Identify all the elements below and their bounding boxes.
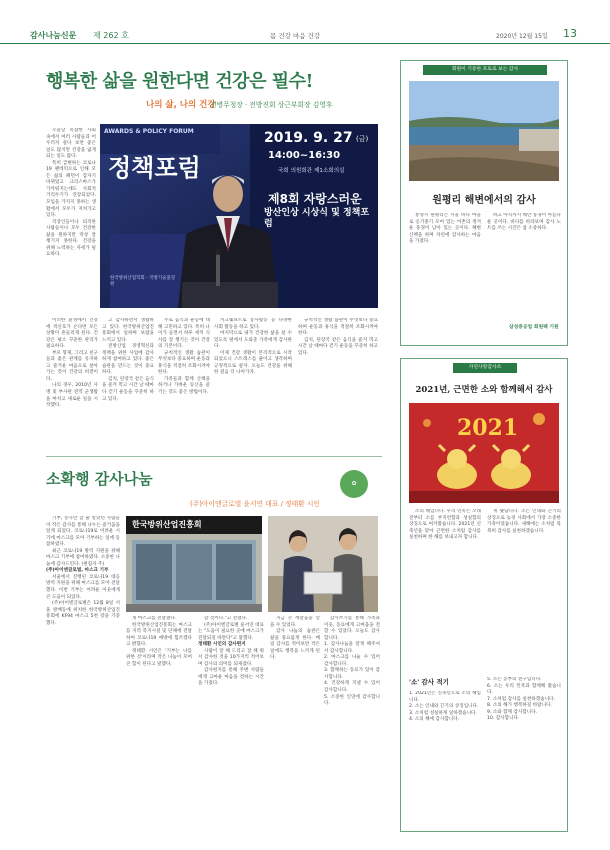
- article1-subtitle: 나의 삶, 나의 건강: [146, 100, 216, 110]
- paragraph: 가족들과 함께 산책을 하거나 가벼운 등산을 즐기는 것도 좋은 방법이다.: [158, 376, 210, 396]
- paragraph: 고 감사하면서 생활하고 있다. 한국방위산업진흥회에서 일하며 보람을 느끼고 있다.: [102, 318, 154, 343]
- paper-name: 감사나눔신문: [30, 31, 77, 40]
- sidebar-photo-box: [400, 60, 568, 346]
- article2-title: 소확행 감사나눔: [46, 470, 153, 488]
- list-item: 5. 소는 농부의 친구입니다.: [487, 677, 542, 682]
- list-item: 3. 함께하는 동료가 있어 감사합니다.: [324, 668, 380, 680]
- paragraph: (주)아이엔글로벌은 12월 8일 서울 방배동에 위치한 한국방위산업진흥회에 KF94 마스크 5천 장을 기증했다.: [46, 601, 120, 626]
- paragraph: 최근 코로나19 방역 지원을 위해 마스크 기부에 참여하였다. 소중한 나눔에 감사드린다. (편집자 주): [46, 548, 120, 567]
- article1-title: 행복한 삶을 원한다면 건강은 필수!: [46, 71, 313, 92]
- list-item: 4. 건강하게 지낼 수 있어 감사합니다.: [324, 681, 380, 694]
- paragraph: 김치, 된장국 같은 음식을 즐겨 먹고 시간 날 때마다 걷기 운동을 꾸준히 하고 있다.: [298, 337, 378, 356]
- sidebar2-col1: [409, 509, 481, 659]
- sidebar2-list-title: '소' 감사 적기: [409, 678, 449, 686]
- paragraph: 서울에서 진행된 코로나19 대응 방역 지원을 위해 마스크를 모아 전달했다. 이번 기부는 어려운 이웃에게 큰 도움이 되었다.: [46, 574, 120, 600]
- list-item: 9. 소와 함께 감사합니다.: [487, 709, 538, 715]
- banner-date: 2019. 9. 27: [264, 130, 353, 146]
- sidebar1-title: 원평리 해변에서의 감사: [432, 195, 536, 206]
- list-item: 10. 감사합니다.: [487, 716, 520, 722]
- paragraph: 감사편지를 통해 주변 사람들에게 고마운 마음을 전하는 시간을 가졌다.: [198, 668, 264, 687]
- paragraph: 커크웨프트로 봉사활동 등 다양한 사회 활동을 하고 있다.: [214, 318, 292, 330]
- paragraph: 마지막으로 내가 건강한 삶을 살 수 있도록 옆에서 도와준 가족에게 감사한다.: [214, 331, 292, 350]
- sidebar1-col2: [487, 213, 561, 321]
- paragraph: 규칙적인 생활 습관이 무엇보다 중요하며 운동과 휴식을 적절히 조화시켜야 한다.: [298, 318, 378, 337]
- banner-sub1: 제8회 자랑스러운: [268, 192, 362, 206]
- sidebar2-col2: [487, 509, 561, 659]
- paragraph: 소의 해입니다. 우리 민족은 오래전부터 소를 부지런함과 성실함의 상징으로 여겨왔습니다. 2021년 신축년을 맞아 근면한 소처럼 감사를 실천하며 한 해를 보내고자 합니다.: [409, 509, 481, 541]
- header-date: 2020년 12월 15일: [496, 33, 548, 40]
- paragraph: 기부, 봉사만 할 줄 알았던 사람들이 작은 감사를 통해 나누는 즐거움을 알게 되었다. 코로나19로 어려운 시기에 마스크를 모아 기부하는 일에 동참하였다.: [46, 516, 120, 548]
- article1-byline: 전병무청장 · 전방진회 상근부회장 김영후: [210, 101, 333, 109]
- paragraph: 특히 급변하는 코로나19 팬데믹으로 인해 모든 삶의 패턴이 갑자기 바뀌었고 크리스마스가 가까워지는데도 사회적 거리두기가 연장되었다. 모임을 가지지 못하는 생활에서 모두가 지쳐가고 있다.: [46, 160, 96, 219]
- list-item: 5. 소중한 인연에 감사합니다.: [324, 694, 380, 707]
- subhead: (주)아이엔글로벌, 마스크 기부: [46, 568, 109, 574]
- paragraph: 게 마스크를 전달했다.: [132, 616, 177, 621]
- paragraph: 사람이 잘 해 드리고 잘 해 줘서 감사한 것을 10가지씩 적어보며 감사의 의미를 되새겼다.: [198, 648, 264, 667]
- paragraph: 한국방위산업진흥회는 마스크를 지역 복지시설 및 단체에 전달하여 코로나19 예방에 힘쓰겠다고 밝혔다.: [126, 622, 192, 648]
- storefront-photo: [126, 516, 262, 612]
- paragraph: 이러한 환경에서 건강에 적신호가 온다면 모든 상황이 흔들리게 된다. 건강은 평소 꾸준한 관리가 필요하다.: [46, 318, 98, 350]
- paragraph: 정태환 시인은 '기부는 나를 위한 것'이라며 작은 나눔이 모여 큰 힘이 된다고 말했다.: [126, 648, 192, 667]
- header-slogan: 몸 건강 마음 건강: [270, 32, 321, 40]
- gratitude-logo-icon: ✿: [340, 470, 368, 498]
- forum-photo: [100, 124, 378, 308]
- paragraph: 규칙적인 생활 습관이 무엇보다 중요하며 운동과 휴식을 적절히 조화시켜야 한다.: [158, 350, 210, 376]
- article2-col5: [324, 616, 380, 816]
- paragraph: 나의 경우, 2010년 사병 및 부사관 전역 군생활을 마치고 새로운 일을 시작했다.: [46, 383, 98, 409]
- sidebar2-title: 2021년, 근면한 소와 함께해서 감사: [415, 385, 553, 395]
- paragraph: 통영시 원평리는 시골 바다 마을로 옹기종기 모여 있는 어촌의 정겨운 풍경이 남아 있는 곳이다. 해변 산책을 하며 자연에 감사하는 마음을 가졌다.: [409, 213, 481, 245]
- ox-card-year: 2021: [457, 415, 519, 441]
- banner-time: 14:00~16:30: [268, 150, 341, 161]
- article2-byline: (주)아이엔글로벌 윤서연 대표 / 정태환 시인: [190, 500, 321, 508]
- article1-col3: [102, 318, 154, 448]
- banner-host: 한국방위산업학회 · 국방기술품질원: [110, 276, 176, 287]
- subhead: 정태환 시인의 감사편지: [198, 642, 246, 648]
- list-item: 1. 감사나눔을 알게 해주셔서 감사합니다.: [324, 642, 380, 654]
- article2-col2: [126, 616, 192, 816]
- sidebar-ox-box: [400, 358, 568, 832]
- paragraph: 부모 형제, 그리고 친구들과 좋은 관계를 유지하고 즐거운 마음으로 살아가는 것이 건강의 비결이다.: [46, 350, 98, 382]
- sidebar1-col1: [409, 213, 481, 337]
- header-rule: [0, 43, 610, 44]
- article1-col1: [46, 128, 96, 316]
- banner-date-sub: (금): [356, 135, 369, 143]
- paragraph: 감사 나눔의 습관은 삶을 풍요롭게 한다. 매일 감사를 적어보면 작은 일에도 행복을 느끼게 된다.: [270, 629, 320, 661]
- issue-number: 제 262 호: [93, 31, 129, 40]
- banner-top-text: AWARDS & POLICY FORUM: [104, 128, 194, 135]
- sidebar1-credit: 삼성중공업 회원팩 기원: [509, 325, 559, 330]
- article2-col1: [46, 516, 120, 816]
- paragraph: 직장인들이나 퇴직한 사람들이나 모두 건강한 삶을 원하지만 막상 잘 챙기지 못한다. 건강을 위해 노력하는 자세가 필요하다.: [46, 219, 96, 258]
- article2-col4: [270, 616, 320, 816]
- paragraph: 지금 큰 깨달음을 얻을 수 있었다.: [270, 616, 320, 628]
- banner-sub2: 방산인상 시상식 및 정책포럼: [264, 208, 370, 229]
- list-item: 2. 소는 인내와 끈기의 상징입니다.: [409, 704, 479, 710]
- article2-col3: [198, 616, 264, 816]
- sidebar1-tag: 회원이 기증한 포토로 보는 감사: [423, 65, 547, 75]
- paragraph: 할 것이다."고 전했다.: [204, 616, 248, 621]
- article1-col4: [158, 318, 210, 448]
- banner-place: 국회 의원회관 제1소회의실: [278, 168, 345, 174]
- list-item: 6. 소는 우리 민족과 함께해 왔습니다.: [487, 683, 561, 696]
- paragraph: 김치, 된장국 같은 음식을 즐겨 먹고 시간 날 때마다 걷기 운동을 꾸준히 하고 있다.: [102, 376, 154, 402]
- article1-col6: [298, 318, 378, 448]
- paragraph: 전방산업 경영혁신과 정책을 위한 사업에 감사하게 참여하고 있다. 좋은 습관을 만드는 것이 중요하다.: [102, 344, 154, 376]
- banner-big-text: 정책포럼: [108, 153, 201, 182]
- list-item: 1. 2021년은 신축년으로 소의 해입니다.: [409, 691, 481, 703]
- paragraph: 이제 건강 생활이 본격적으로 시작되었으니 스트레스를 줄이고 생각하며 긍정적으로 살자. 오늘도 건강을 위해 한 걸음 더 나아가자.: [214, 350, 292, 376]
- list-item: 7. 소처럼 감사를 실천하겠습니다.: [487, 696, 555, 702]
- paragraph: 오늘날 복잡한 사회 속에서 여러 사람들과 어우러져 살다 보면 좋은 일도 많지만 건강을 잃게 되는 일도 많다.: [46, 128, 96, 160]
- paragraph: 게 됐답니다. 소는 인내와 끈기의 상징으로 농경 사회에서 가장 소중한 가축이었습니다. 새해에는 소처럼 묵묵히 감사를 실천하겠습니다.: [487, 509, 561, 534]
- section-rule: [46, 456, 382, 457]
- list-item: 8. 소의 해가 행복하길 바랍니다.: [487, 703, 552, 709]
- sidebar2-list2: [487, 677, 561, 823]
- page-number: 13: [563, 27, 577, 40]
- list-item: 4. 소의 해에 감사합니다.: [409, 717, 460, 723]
- sidebar2-tag: 자연사랑감사쓰: [453, 363, 517, 373]
- list-item: 2. 마스크를 나눌 수 있어 감사합니다.: [324, 655, 380, 667]
- ox-card: [409, 403, 559, 503]
- article1-col5: [214, 318, 292, 448]
- sidebar2-list1: [409, 691, 481, 821]
- paragraph: 감사쓰기를 통해 가족과 이웃, 동료에게 고마움을 전할 수 있었다. 오늘도 감사합니다.: [324, 616, 380, 641]
- paragraph: 하고 아직까지 해안 풍경이 아름다운 곳이다. 바다를 바라보며 감사 노트를 쓰는 시간은 참 소중하다.: [487, 213, 561, 232]
- paragraph: (주)아이엔글로벌 윤서연 대표는 "도움이 필요한 곳에 마스크가 전달되길 바란다"고 말했다.: [198, 622, 264, 641]
- article1-col2: [46, 318, 98, 448]
- beach-photo: [409, 81, 559, 181]
- handover-photo: [268, 516, 378, 612]
- paragraph: 주로 음식과 운동에 대해 고민하고 있다. 특히 나이가 들면서 하루 세끼 식사를 잘 챙기는 것이 건강의 기본이다.: [158, 318, 210, 350]
- storefront-sign: 한국방위산업진흥회: [132, 520, 202, 529]
- list-item: 3. 소처럼 성실하게 일하겠습니다.: [409, 710, 477, 716]
